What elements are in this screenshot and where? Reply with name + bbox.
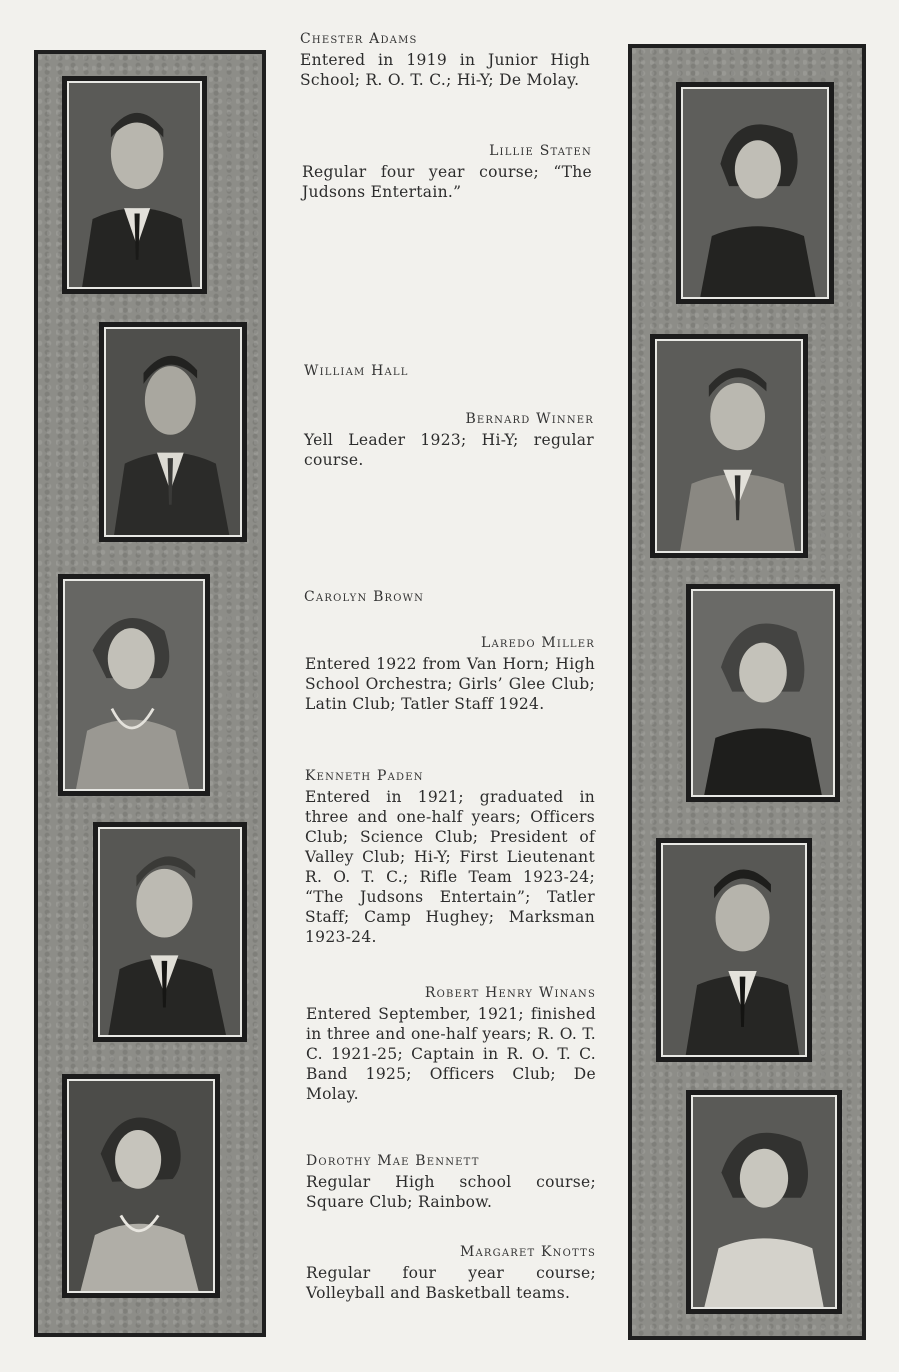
entry-name: William Hall	[304, 363, 409, 379]
portrait-carolyn-brown	[58, 574, 210, 796]
portrait-laredo-miller	[686, 584, 840, 802]
entry-description: Regular four year course; Volleyball and Basketball teams.	[306, 1264, 596, 1302]
entry-description: Entered in 1921; graduated in three and one-half years; Officers Club; Science Club; President of Valley Club; Hi-Y; First Lieutenant R. O. T. C.; Rifle Team 1923-24; “The Judsons Entertain”; Tatler Staff; Camp Hughey; Marksman 1923-24.	[305, 788, 595, 946]
entry-lillie-staten	[302, 142, 592, 202]
entry-name: Robert Henry Winans	[424, 985, 596, 1001]
entry-laredo-miller	[305, 634, 595, 714]
entry-name: Bernard Winner	[465, 411, 594, 427]
entry-name: Laredo Miller	[480, 635, 595, 651]
portrait-chester-adams	[62, 76, 207, 294]
entry-name: Lillie Staten	[489, 143, 592, 159]
entry-name: Kenneth Paden	[305, 768, 424, 784]
entry-robert-henry-winans	[306, 984, 596, 1104]
portrait-william-hall	[99, 322, 247, 542]
entry-name: Margaret Knotts	[459, 1244, 596, 1260]
entry-name: Dorothy Mae Bennett	[306, 1153, 480, 1169]
portrait-bernard-winner	[650, 334, 808, 558]
entry-description: Entered September, 1921; finished in three and one-half years; R. O. T. C. 1921-25; Captain in R. O. T. C. Band 1925; Officers Club; De Molay.	[306, 1005, 596, 1103]
entry-description: Entered in 1919 in Junior High School; R. O. T. C.; Hi-Y; De Molay.	[300, 51, 590, 89]
portrait-lillie-staten	[676, 82, 834, 304]
entry-bernard-winner	[304, 410, 594, 470]
entry-description: Entered 1922 from Van Horn; High School Orchestra; Girls’ Glee Club; Latin Club; Tatler Staff 1924.	[305, 655, 595, 713]
entry-margaret-knotts	[306, 1243, 596, 1303]
entry-william-hall	[304, 362, 594, 380]
entry-kenneth-paden	[305, 767, 595, 947]
entry-dorothy-mae-bennett	[306, 1152, 596, 1212]
entry-description: Regular High school course; Square Club; Rainbow.	[306, 1173, 596, 1211]
entry-name: Chester Adams	[300, 31, 418, 47]
entry-description: Yell Leader 1923; Hi-Y; regular course.	[304, 431, 594, 469]
entry-carolyn-brown	[304, 588, 594, 606]
portrait-margaret-knotts	[686, 1090, 842, 1314]
entry-description: Regular four year course; “The Judsons Entertain.”	[302, 163, 592, 201]
portrait-dorothy-mae-bennett	[62, 1074, 220, 1298]
entry-chester-adams	[300, 30, 590, 90]
portrait-robert-henry-winans	[656, 838, 812, 1062]
portrait-kenneth-paden	[93, 822, 247, 1042]
entry-name: Carolyn Brown	[304, 589, 425, 605]
